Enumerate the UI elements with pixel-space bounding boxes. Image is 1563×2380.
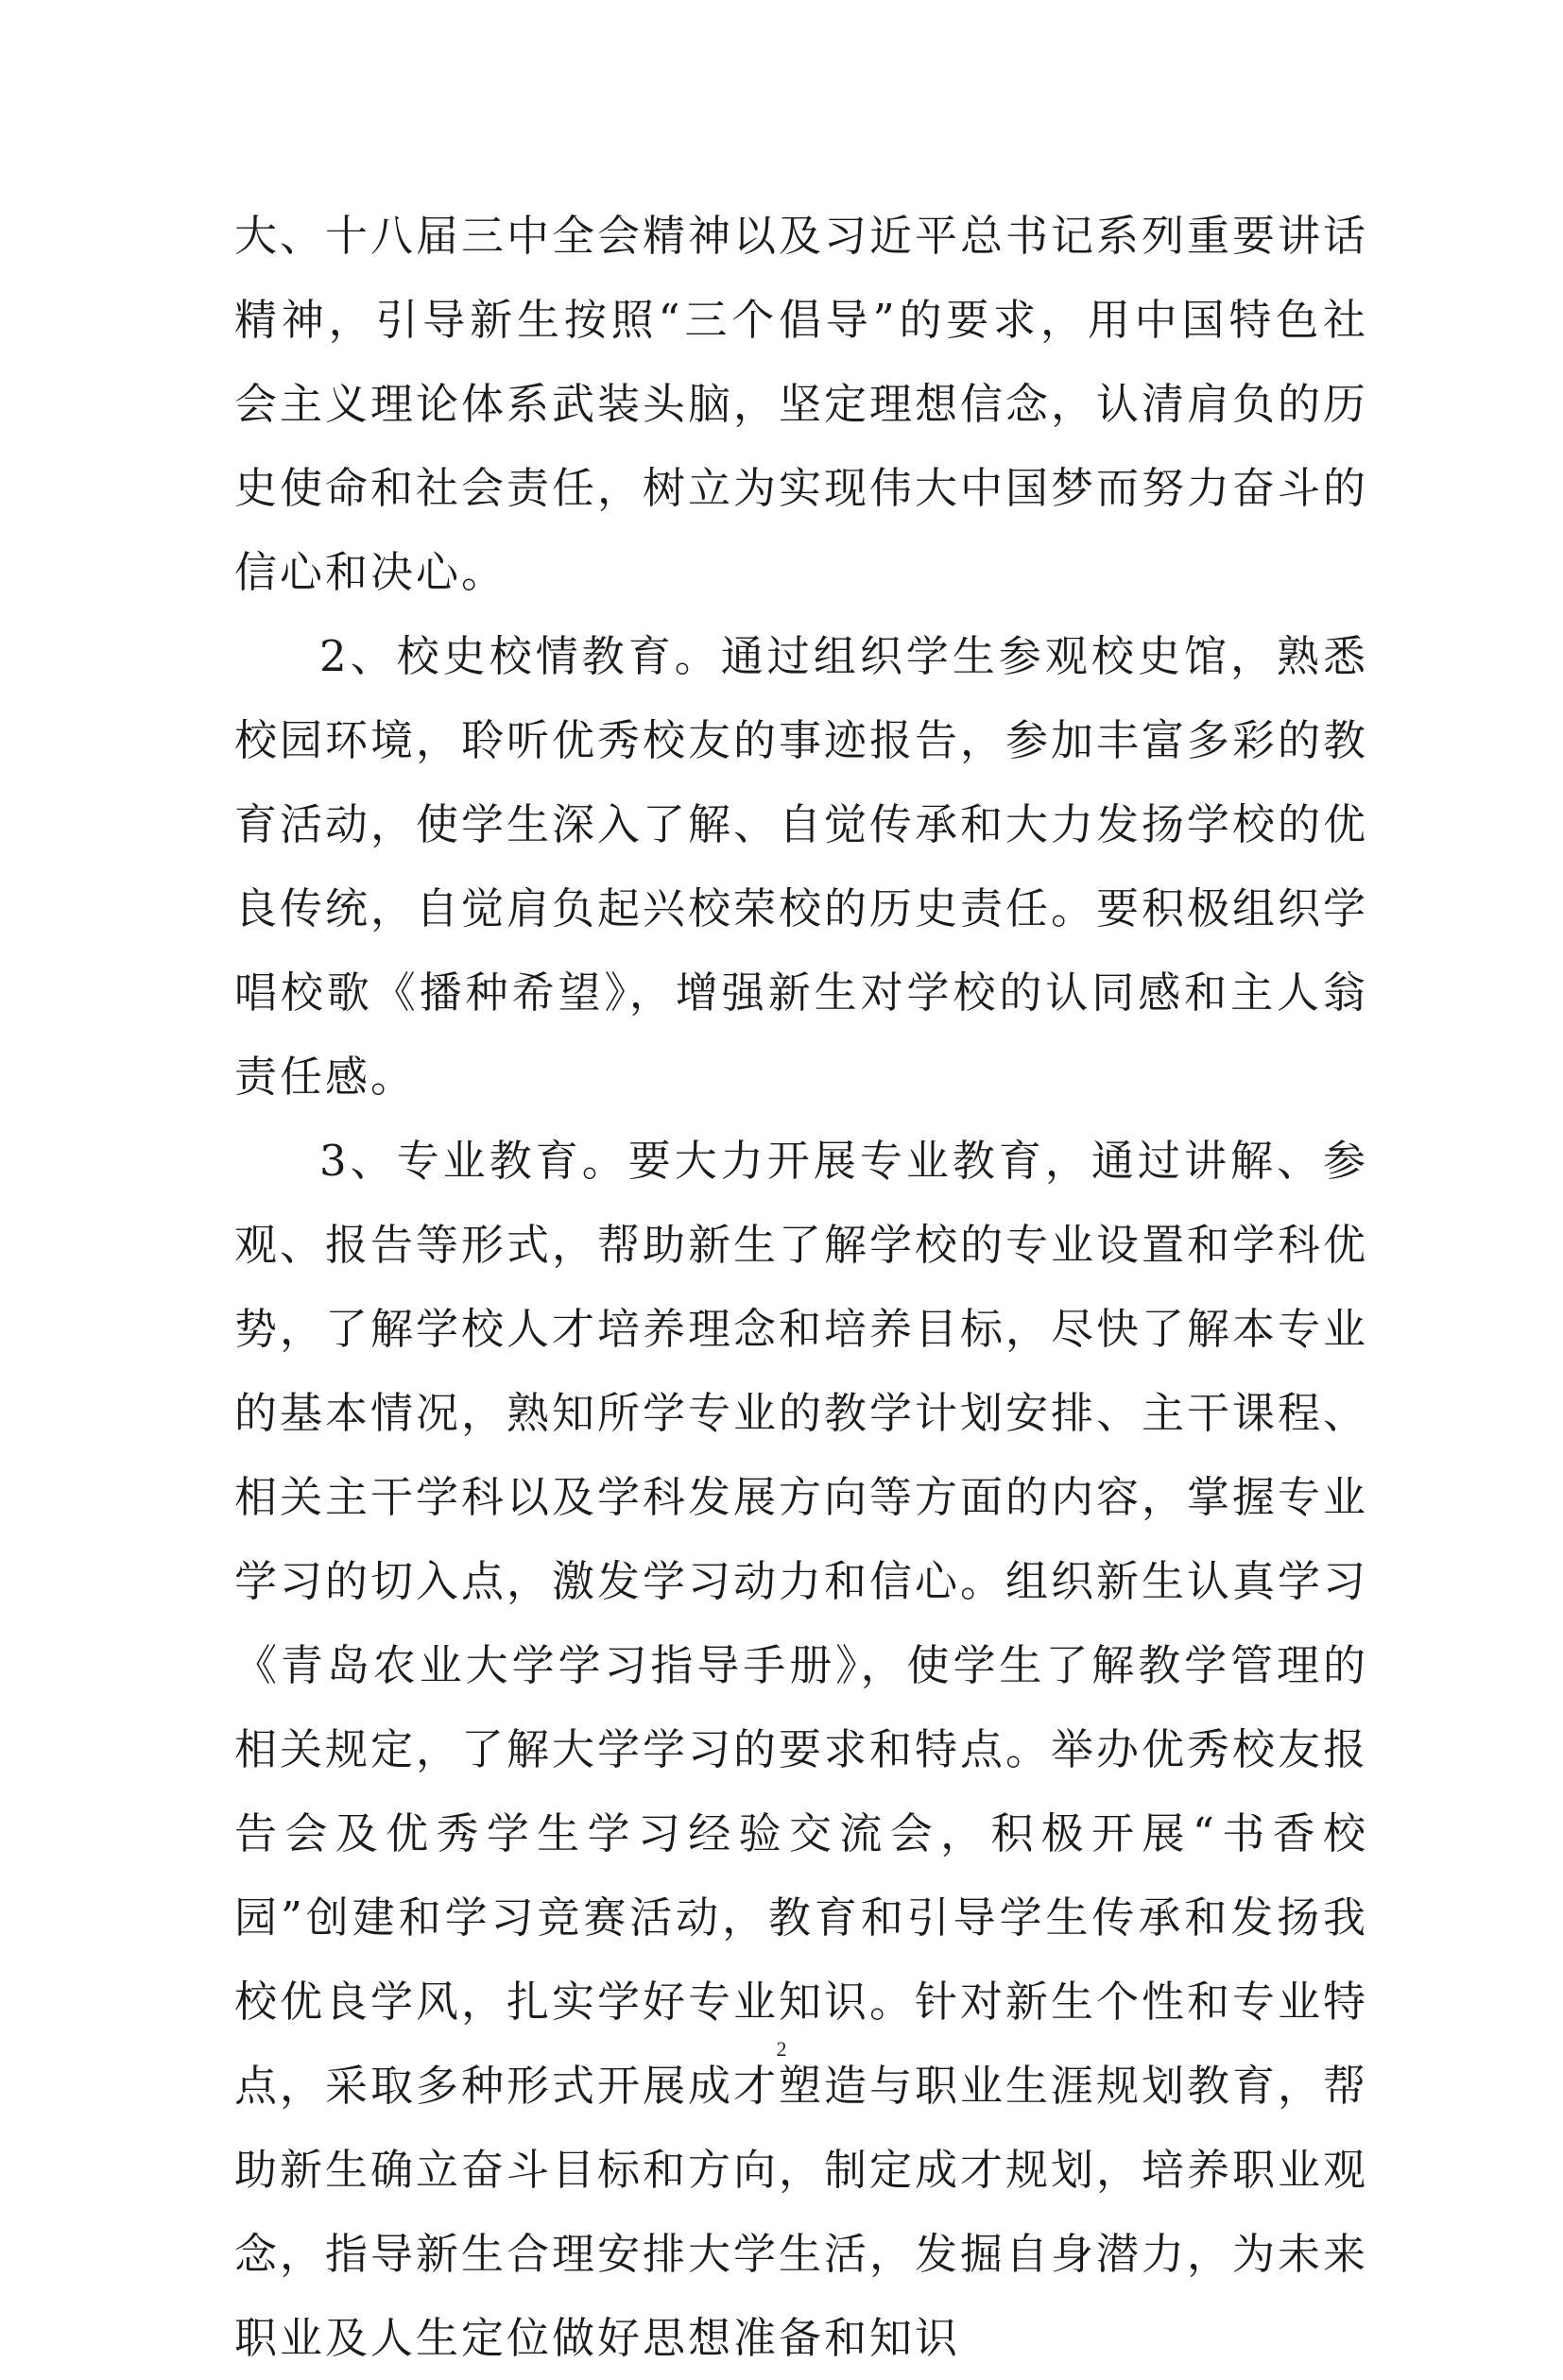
paragraph-continuation: 大、十八届三中全会精神以及习近平总书记系列重要讲话精神，引导新生按照“三个倡导”的要求，用中国特色社会主义理论体系武装头脑，坚定理想信念，认清肩负的历史使命和社会责任，树立为实现伟大中国梦而努力奋斗的信心和决心。 (234, 211, 1369, 597)
page-number: 2 (776, 2037, 787, 2061)
paragraph-school-history-education: 2、校史校情教育。通过组织学生参观校史馆，熟悉校园环境，聆听优秀校友的事迹报告，参加丰富多彩的教育活动，使学生深入了解、自觉传承和大力发扬学校的优良传统，自觉肩负起兴校荣校的历史责任。要积极组织学唱校歌《播种希望》，增强新生对学校的认同感和主人翁责任感。 (234, 631, 1369, 1102)
paragraph-professional-education: 3、专业教育。要大力开展专业教育，通过讲解、参观、报告等形式，帮助新生了解学校的专业设置和学科优势，了解学校人才培养理念和培养目标，尽快了解本专业的基本情况，熟知所学专业的教学计划安排、主干课程、相关主干学科以及学科发展方向等方面的内容，掌握专业学习的切入点，激发学习动力和信心。组织新生认真学习《青岛农业大学学习指导手册》，使学生了解教学管理的相关规定，了解大学学习的要求和特点。举办优秀校友报告会及优秀学生学习经验交流会，积极开展“书香校园”创建和学习竞赛活动，教育和引导学生传承和发扬我校优良学风，扎实学好专业知识。针对新生个性和专业特点，采取多种形式开展成才塑造与职业生涯规划教育，帮助新生确立奋斗目标和方向，制定成才规划，培养职业观念，指导新生合理安排大学生活，发掘自身潜力，为未来职业及人生定位做好思想准备和知识 (234, 1136, 1369, 2363)
